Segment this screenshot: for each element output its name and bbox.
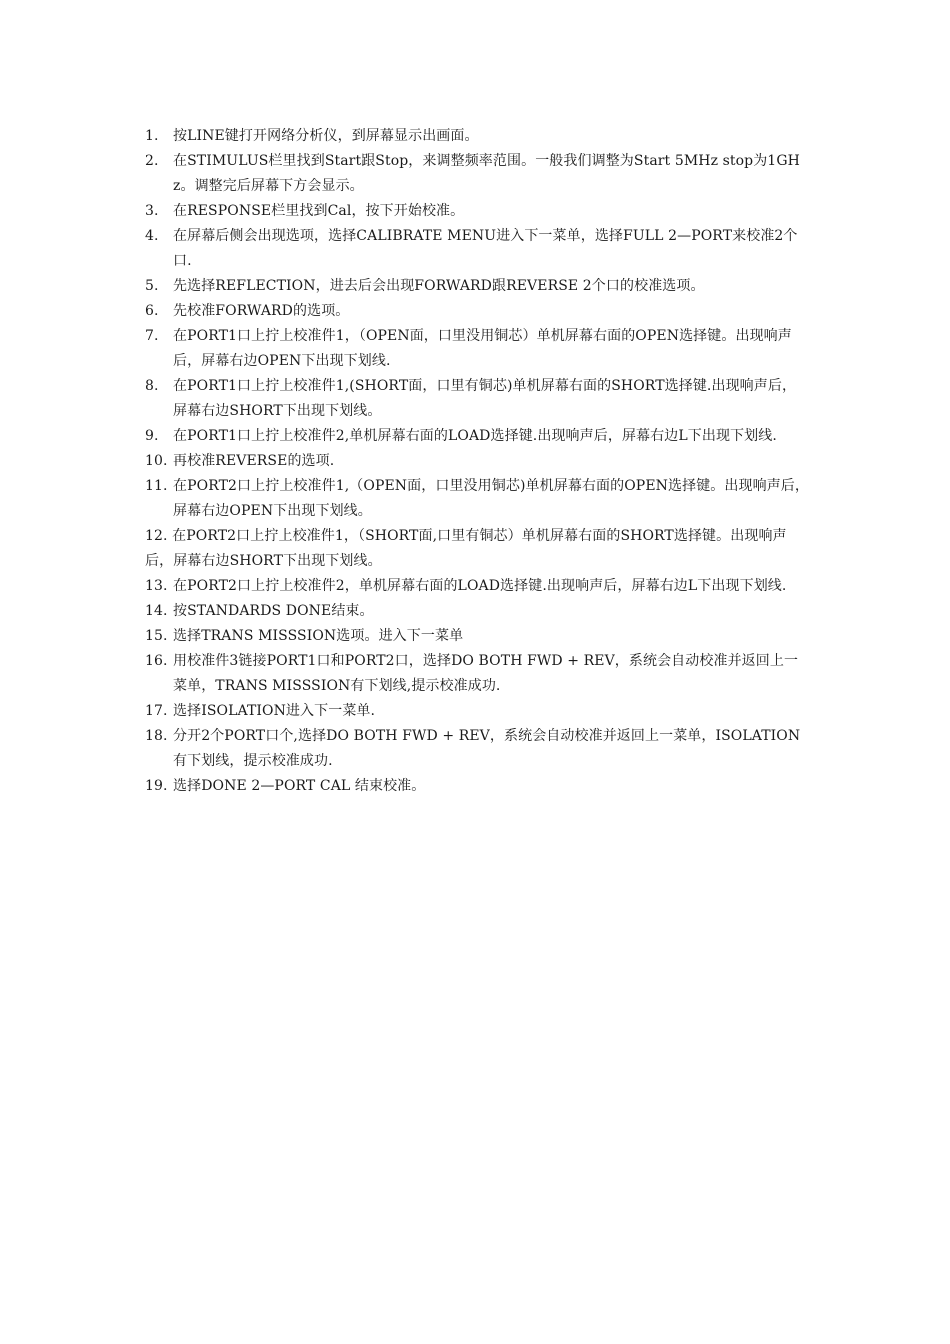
step-text: 用校准件3链接PORT1口和PORT2口，选择DO BOTH FWD + REV，系统会自动校准并返回上一菜单，TRANS MISSSION有下划线,提示校准成功. [173,653,799,694]
step-number: 14. [145,603,168,619]
step-number: 13. [145,578,168,594]
step-number: 2. [145,153,159,169]
list-item [145,224,810,274]
step-text: 在PORT2口上拧上校准件2，单机屏幕右面的LOAD选择键.出现响声后，屏幕右边L下出现下划线. [173,578,787,594]
step-text: 先校准FORWARD的选项。 [173,303,350,319]
step-text: 选择TRANS MISSSION选项。进入下一菜单 [173,628,464,644]
step-number: 9. [145,428,159,444]
step-number: 11. [145,478,168,494]
step-text: 在屏幕后侧会出现选项，选择CALIBRATE MENU进入下一菜单，选择FULL 2—PORT来校准2个口. [173,228,798,269]
step-text: 在PORT1口上拧上校准件1,(SHORT面，口里有铜芯)单机屏幕右面的SHORT选择键.出现响声后，屏幕右边SHORT下出现下划线。 [173,378,797,419]
step-number: 12. [145,528,168,544]
step-number: 5. [145,278,159,294]
list-item [145,124,810,149]
list-item [145,424,810,449]
step-text: 按LINE键打开网络分析仪，到屏幕显示出画面。 [173,128,479,144]
step-text: 在PORT1口上拧上校准件1，（OPEN面，口里没用铜芯）单机屏幕右面的OPEN选择键。出现响声后，屏幕右边OPEN下出现下划线. [173,328,792,369]
step-text: 按STANDARDS DONE结束。 [173,603,374,619]
list-item [145,574,810,599]
list-item [145,324,810,374]
list-item [145,524,810,574]
list-item [145,199,810,224]
step-text: 选择DONE 2—PORT CAL 结束校准。 [173,778,426,794]
step-text: 在PORT1口上拧上校准件2,单机屏幕右面的LOAD选择键.出现响声后，屏幕右边L下出现下划线. [173,428,777,444]
list-item [145,624,810,649]
step-text: 选择ISOLATION进入下一菜单. [173,703,376,719]
list-item [145,374,810,424]
step-number: 6. [145,303,159,319]
step-number: 19. [145,778,168,794]
step-text: 分开2个PORT口个,选择DO BOTH FWD + REV，系统会自动校准并返回上一菜单，ISOLATION有下划线，提示校准成功. [173,728,801,769]
step-number: 8. [145,378,159,394]
step-text: 先选择REFLECTION，进去后会出现FORWARD跟REVERSE 2个口的校准选项。 [173,278,705,294]
calibration-steps-list [145,124,810,799]
step-number: 3. [145,203,159,219]
list-item [145,474,810,524]
step-number: 4. [145,228,159,244]
list-item [145,699,810,724]
list-item [145,724,810,774]
step-number: 17. [145,703,168,719]
step-number: 18. [145,728,168,744]
step-text: 再校准REVERSE的选项. [173,453,335,469]
step-text: 在RESPONSE栏里找到Cal，按下开始校准。 [173,203,465,219]
step-number: 15. [145,628,168,644]
step-number: 10. [145,453,168,469]
list-item [145,599,810,624]
list-item [145,649,810,699]
list-item [145,774,810,799]
list-item [145,149,810,199]
step-number: 1. [145,128,159,144]
list-item [145,274,810,299]
list-item [145,449,810,474]
step-text: 在PORT2口上拧上校准件1,（OPEN面，口里没用铜芯)单机屏幕右面的OPEN选择键。出现响声后，屏幕右边OPEN下出现下划线。 [173,478,809,519]
list-item [145,299,810,324]
step-text: 在STIMULUS栏里找到Start跟Stop，来调整频率范围。一般我们调整为Start 5MHz stop为1GHz。调整完后屏幕下方会显示。 [173,153,800,194]
step-text: 在PORT2口上拧上校准件1，（SHORT面,口里有铜芯）单机屏幕右面的SHORT选择键。出现响声后，屏幕右边SHORT下出现下划线。 [145,528,787,569]
step-number: 7. [145,328,159,344]
step-number: 16. [145,653,168,669]
